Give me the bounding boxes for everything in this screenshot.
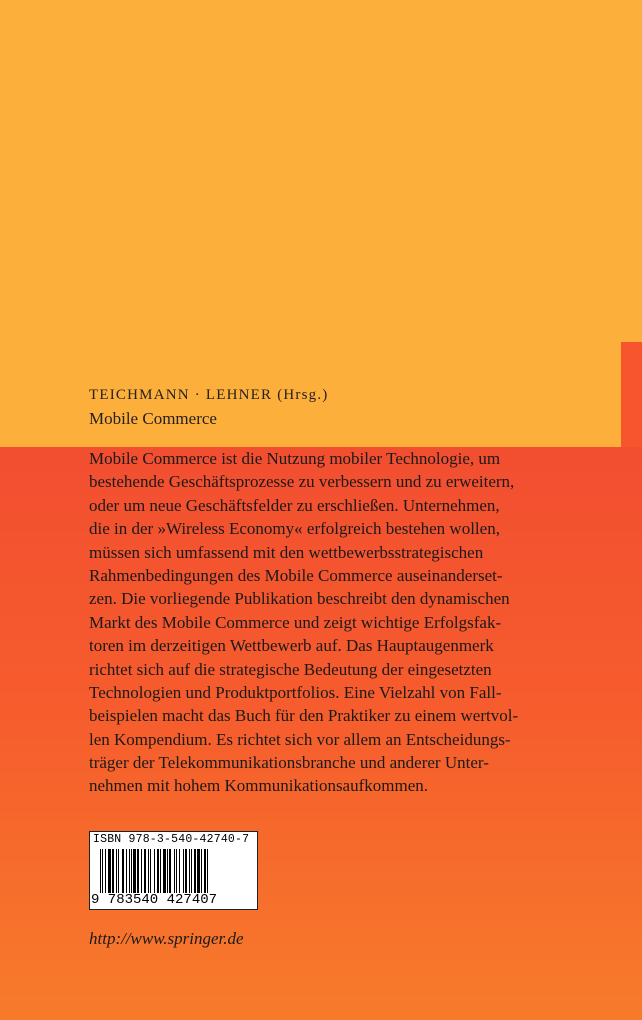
publisher-url: http://www.springer.de — [89, 929, 244, 948]
barcode-bar — [163, 849, 166, 893]
barcode-bar — [167, 849, 168, 893]
barcode-bar — [183, 849, 184, 893]
blurb-line: Markt des Mobile Commerce und zeigt wichtige Erfolgsfak- — [89, 612, 502, 632]
book-title: Mobile Commerce — [89, 409, 217, 428]
barcode-bar — [118, 849, 119, 893]
blurb-line: die in der »Wireless Economy« erfolgreich bestehen wollen, — [89, 519, 500, 539]
blurb-line: oder um neue Geschäftsfelder zu erschließen. Unternehmen, — [89, 495, 500, 515]
blurb-line: richtet sich auf die strategische Bedeutung der eingesetzten — [89, 659, 492, 679]
blurb-line: bestehende Geschäftsprozesse zu verbessern und zu erweitern, — [89, 472, 515, 492]
barcode-bar — [148, 849, 149, 893]
barcode-bar — [126, 849, 127, 893]
barcode-bar — [176, 849, 177, 893]
blurb-line: müssen sich umfassend mit den wettbewerbsstrategischen — [89, 542, 484, 562]
barcode-bar — [129, 849, 130, 893]
blurb-line: Rahmenbedingungen des Mobile Commerce auseinanderset- — [89, 565, 503, 585]
ean-digits: 9 783540 427407 — [91, 892, 218, 908]
blurb-line: nehmen mit hohem Kommunikationsaufkommen. — [89, 776, 429, 796]
cover-side-tab — [621, 342, 642, 447]
barcode-bar — [174, 849, 175, 893]
barcode-bars — [100, 849, 250, 893]
barcode-bar — [197, 849, 200, 893]
barcode-bar — [105, 849, 106, 893]
blurb-line: zen. Die vorliegende Publikation beschreibt den dynamischen — [89, 589, 510, 609]
barcode-bar — [144, 849, 146, 893]
blurb-line: Mobile Commerce ist die Nutzung mobiler Technologie, um — [89, 449, 501, 468]
barcode-bar — [100, 849, 101, 893]
isbn-barcode — [89, 831, 258, 910]
blurb-line: träger der Telekommunikationsbranche und anderer Unter- — [89, 753, 489, 773]
cover-top-panel — [0, 0, 642, 447]
blurb-line: toren im derzeitigen Wettbewerb auf. Das Hauptaugenmerk — [89, 636, 494, 656]
barcode-bar — [102, 849, 103, 893]
barcode-bar — [112, 849, 114, 893]
barcode-bar — [194, 849, 196, 893]
barcode-bar — [141, 849, 142, 893]
blurb-line: Technologien und Produktportfolios. Eine Vielzahl von Fall- — [89, 682, 502, 702]
barcode-bar — [137, 849, 139, 893]
barcode-bar — [108, 849, 111, 893]
blurb-line: beispielen macht das Buch für den Praktiker zu einem wertvol- — [89, 706, 519, 726]
barcode-bar — [179, 849, 180, 893]
barcode-bar — [131, 849, 132, 893]
barcode-bar — [116, 849, 117, 893]
barcode-bar — [157, 849, 159, 893]
editors-line: TEICHMANN · LEHNER (Hrsg.) — [89, 387, 329, 403]
barcode-bar — [150, 849, 151, 893]
barcode-bar — [122, 849, 124, 893]
barcode-bar — [204, 849, 206, 893]
barcode-bar — [185, 849, 187, 893]
barcode-bar — [133, 849, 136, 893]
barcode-bar — [191, 849, 192, 893]
blurb-text — [89, 447, 609, 798]
barcode-bar — [201, 849, 202, 893]
barcode-bar — [189, 849, 190, 893]
barcode-bar — [154, 849, 155, 893]
isbn-label: ISBN 978-3-540-42740-7 — [93, 833, 250, 846]
barcode-bar — [160, 849, 161, 893]
barcode-bar — [169, 849, 171, 893]
barcode-bar — [207, 849, 208, 893]
blurb-line: len Kompendium. Es richtet sich vor allem an Entscheidungs- — [89, 729, 511, 749]
